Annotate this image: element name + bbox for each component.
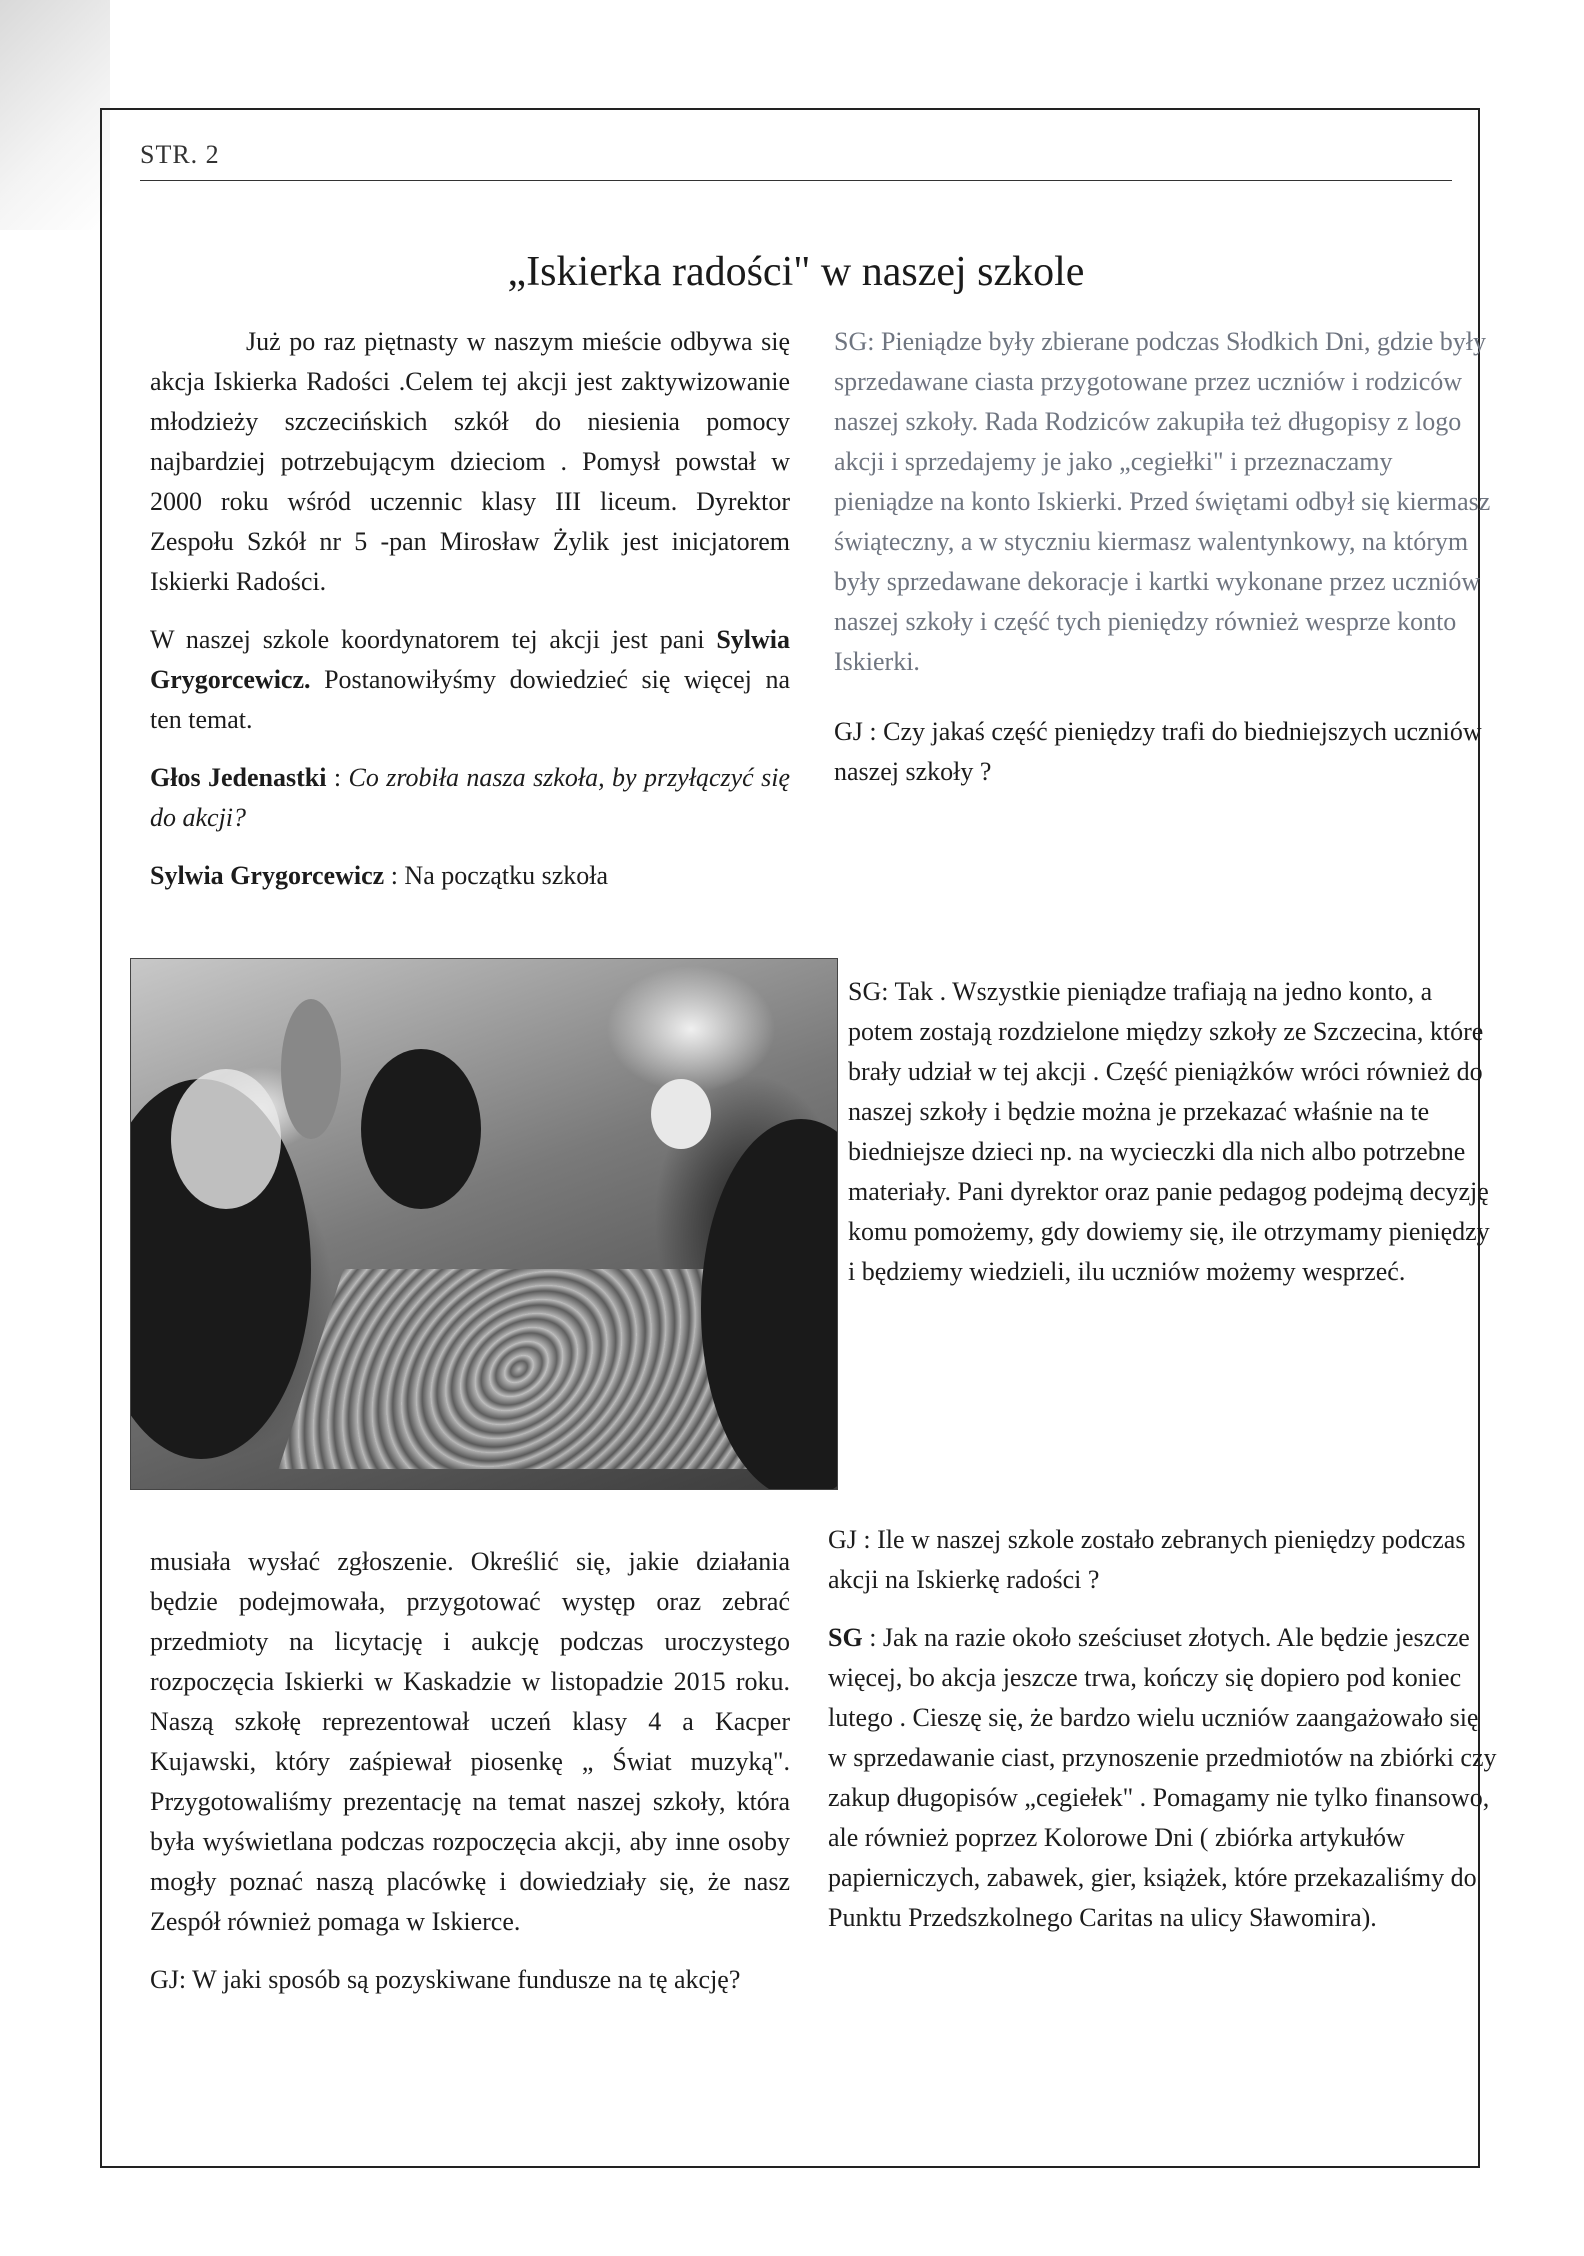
question-1-text: Co zrobiła nasza szkoła, by przyłączyć się do akcji? [150, 763, 790, 832]
answer-1-speaker: Sylwia Grygorcewicz [150, 861, 385, 890]
photo-child-back [281, 999, 341, 1139]
intro-paragraph: Już po raz piętnasty w naszym mieście odbywa się akcja Iskierka Radości .Celem tej akcji jest zaktywizowanie młodzieży szczecińskich szkół do niesienia pomocy najbardziej potrzebującym dzieciom . Pomysł powstał w 2000 roku wśród uczennic klasy III liceum. Dyrektor Zespołu Szkół nr 5 -pan Mirosław Żylik jest inicjatorem Iskierki Radości. [150, 327, 790, 596]
question-4: GJ : Ile w naszej szkole zostało zebranych pieniędzy podczas akcji na Iskierkę radości ? [828, 1525, 1466, 1594]
answer-4 [828, 1618, 1498, 1938]
coordinator-name: Sylwia Grygorcewicz. [150, 625, 790, 694]
answer-1-continued: musiała wysłać zgłoszenie. Określić się, jakie działania będzie podejmowała, przygotować występ oraz zebrać przedmioty na licytację i aukcję podczas uroczystego rozpoczęcia Iskierki w Kaskadzie w listopadzie 2015 roku. Naszą szkołę reprezentował uczeń klasy 4 a Kacper Kujawski, który zaśpiewał piosenkę „ Świat muzyką". Przygotowaliśmy prezentację na temat naszej szkoły, która była wyświetlana podczas rozpoczęcia akcji, aby inne osoby mogły poznać naszą placówkę i dowiedziały się, że nasz Zespół również pomaga w Iskierce. [150, 1547, 790, 1936]
coordinator-text-before: W naszej szkole koordynatorem tej akcji jest pani [150, 625, 717, 654]
right-column-bottom [828, 1520, 1498, 1956]
answer-4-text: : Jak na razie około sześciuset złotych. Ale będzie jeszcze więcej, bo akcja jeszcze trwa, kończy się dopiero pod koniec lutego . Cieszę się, że bardzo wielu uczniów zaangażowało się w sprzedawanie ciast, przynoszenie przedmiotów na zbiórki czy zakup długopisów „cegiełek" . Pomagamy nie tylko finansowo, ale również poprzez Kolorowe Dni ( zbiórka artykułów papierniczych, zabawek, gier, książek, które przekazaliśmy do Punktu Przedszkolnego Caritas na ulicy Sławomira). [828, 1623, 1497, 1932]
answer-1-start [150, 856, 790, 896]
answer-1-separator: : [384, 861, 405, 890]
left-column-bottom [150, 1542, 790, 2018]
coordinator-paragraph [150, 620, 790, 740]
question-1 [150, 758, 790, 838]
right-column-middle [848, 972, 1498, 1310]
right-column-top [834, 322, 1494, 810]
question-1-speaker: Głos Jedenastki [150, 763, 327, 792]
question-1-separator: : [326, 763, 349, 792]
event-photo [130, 958, 838, 1490]
question-3: GJ : Czy jakaś część pieniędzy trafi do biedniejszych uczniów naszej szkoły ? [834, 717, 1482, 786]
photo-child-face-left [171, 1069, 281, 1209]
answer-4-speaker: SG [828, 1623, 863, 1652]
scan-shadow [0, 0, 110, 230]
page-number-label: STR. 2 [140, 140, 220, 169]
photo-child-center [361, 1049, 481, 1209]
answer-1-text: Na początku szkoła [404, 861, 609, 890]
question-2: GJ: W jaki sposób są pozyskiwane fundusze na tę akcję? [150, 1965, 741, 1994]
article-title: „Iskierka radości" w naszej szkole [507, 249, 1085, 295]
left-column-top [150, 322, 790, 914]
answer-3: SG: Tak . Wszystkie pieniądze trafiają na jedno konto, a potem zostają rozdzielone między szkoły ze Szczecina, które brały udział w tej akcji . Część pieniążków wróci również do naszej szkoły i będzie można je przekazać właśnie na te biedniejsze dzieci np. na wycieczki dla nich albo potrzebne materiały. Pani dyrektor oraz panie pedagog podejmą decyzję komu pomożemy, gdy dowiemy się, ile otrzymamy pieniędzy i będziemy wiedzieli, ilu uczniów możemy wesprzeć. [848, 977, 1490, 1286]
answer-2: SG: Pieniądze były zbierane podczas Słodkich Dni, gdzie były sprzedawane ciasta przygotowane przez uczniów i rodziców naszej szkoły. Rada Rodziców zakupiła też długopisy z logo akcji i sprzedajemy je jako „cegiełki" i przeznaczamy pieniądze na konto Iskierki. Przed świętami odbył się kiermasz świąteczny, a w styczniu kiermasz walentynkowy, na którym były sprzedawane dekoracje i kartki wykonane przez uczniów naszej szkoły i część tych pieniędzy również wesprze konto Iskierki. [834, 327, 1491, 676]
photo-child-face-right [651, 1079, 711, 1149]
coordinator-text-after: Postanowiłyśmy dowiedzieć się więcej na ten temat. [150, 665, 790, 734]
header-rule [140, 180, 1452, 181]
